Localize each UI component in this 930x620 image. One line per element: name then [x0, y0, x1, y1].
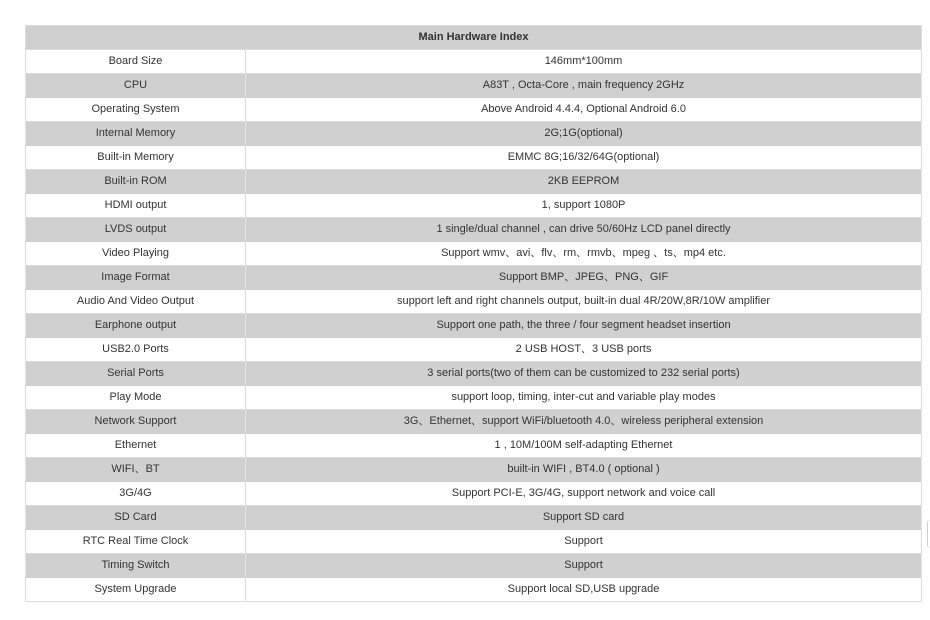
- spec-value: support left and right channels output, built-in dual 4R/20W,8R/10W amplifier: [246, 290, 922, 314]
- table-row: [26, 482, 922, 506]
- spec-value: 146mm*100mm: [246, 50, 922, 74]
- table-row: [26, 98, 922, 122]
- spec-value: 1 single/dual channel , can drive 50/60Hz LCD panel directly: [246, 218, 922, 242]
- spec-label: LVDS output: [26, 218, 246, 242]
- spec-label: RTC Real Time Clock: [26, 530, 246, 554]
- table-row: [26, 242, 922, 266]
- spec-value: 2KB EEPROM: [246, 170, 922, 194]
- spec-value: Support wmv、avi、flv、rm、rmvb、mpeg 、ts、mp4 etc.: [246, 242, 922, 266]
- table-row: [26, 410, 922, 434]
- table-row: [26, 554, 922, 578]
- spec-label: Built-in Memory: [26, 146, 246, 170]
- spec-value: 2 USB HOST、3 USB ports: [246, 338, 922, 362]
- table-row: [26, 170, 922, 194]
- spec-label: Play Mode: [26, 386, 246, 410]
- spec-label: USB2.0 Ports: [26, 338, 246, 362]
- spec-value: 2G;1G(optional): [246, 122, 922, 146]
- spec-label: Built-in ROM: [26, 170, 246, 194]
- spec-value: Support one path, the three / four segment headset insertion: [246, 314, 922, 338]
- table-row: [26, 146, 922, 170]
- spec-label: Operating System: [26, 98, 246, 122]
- table-body: [26, 50, 922, 602]
- table-row: [26, 578, 922, 602]
- table-row: [26, 338, 922, 362]
- hardware-spec-table: [25, 25, 922, 602]
- table-row: [26, 194, 922, 218]
- spec-label: Internal Memory: [26, 122, 246, 146]
- spec-value: A83T , Octa-Core , main frequency 2GHz: [246, 74, 922, 98]
- spec-value: 3 serial ports(two of them can be customized to 232 serial ports): [246, 362, 922, 386]
- table-row: [26, 506, 922, 530]
- spec-label: 3G/4G: [26, 482, 246, 506]
- spec-label: SD Card: [26, 506, 246, 530]
- table-title: Main Hardware Index: [26, 26, 922, 50]
- spec-value: support loop, timing, inter-cut and variable play modes: [246, 386, 922, 410]
- table-row: [26, 362, 922, 386]
- spec-value: 3G、Ethernet、support WiFi/bluetooth 4.0、wireless peripheral extension: [246, 410, 922, 434]
- spec-label: HDMI output: [26, 194, 246, 218]
- spec-value: Support: [246, 554, 922, 578]
- spec-label: System Upgrade: [26, 578, 246, 602]
- spec-label: Video Playing: [26, 242, 246, 266]
- spec-value: Support SD card: [246, 506, 922, 530]
- spec-label: Serial Ports: [26, 362, 246, 386]
- spec-value: Support BMP、JPEG、PNG、GIF: [246, 266, 922, 290]
- table-row: [26, 386, 922, 410]
- spec-value: built-in WIFI , BT4.0 ( optional ): [246, 458, 922, 482]
- table-row: [26, 74, 922, 98]
- spec-label: Image Format: [26, 266, 246, 290]
- spec-value: EMMC 8G;16/32/64G(optional): [246, 146, 922, 170]
- spec-value: 1, support 1080P: [246, 194, 922, 218]
- spec-value: Support PCI-E, 3G/4G, support network and voice call: [246, 482, 922, 506]
- spec-label: Network Support: [26, 410, 246, 434]
- spec-label: Audio And Video Output: [26, 290, 246, 314]
- table-row: [26, 50, 922, 74]
- spec-label: WIFI、BT: [26, 458, 246, 482]
- table-row: [26, 434, 922, 458]
- table-row: [26, 218, 922, 242]
- spec-value: Support local SD,USB upgrade: [246, 578, 922, 602]
- table-row: [26, 122, 922, 146]
- table-row: [26, 458, 922, 482]
- spec-value: Support: [246, 530, 922, 554]
- table-row: [26, 266, 922, 290]
- spec-label: Ethernet: [26, 434, 246, 458]
- spec-value: 1 , 10M/100M self-adapting Ethernet: [246, 434, 922, 458]
- spec-label: Timing Switch: [26, 554, 246, 578]
- spec-label: CPU: [26, 74, 246, 98]
- table-row: [26, 530, 922, 554]
- table-row: [26, 290, 922, 314]
- spec-value: Above Android 4.4.4, Optional Android 6.0: [246, 98, 922, 122]
- table-row: [26, 314, 922, 338]
- table-header-row: [26, 26, 922, 50]
- spec-label: Board Size: [26, 50, 246, 74]
- spec-label: Earphone output: [26, 314, 246, 338]
